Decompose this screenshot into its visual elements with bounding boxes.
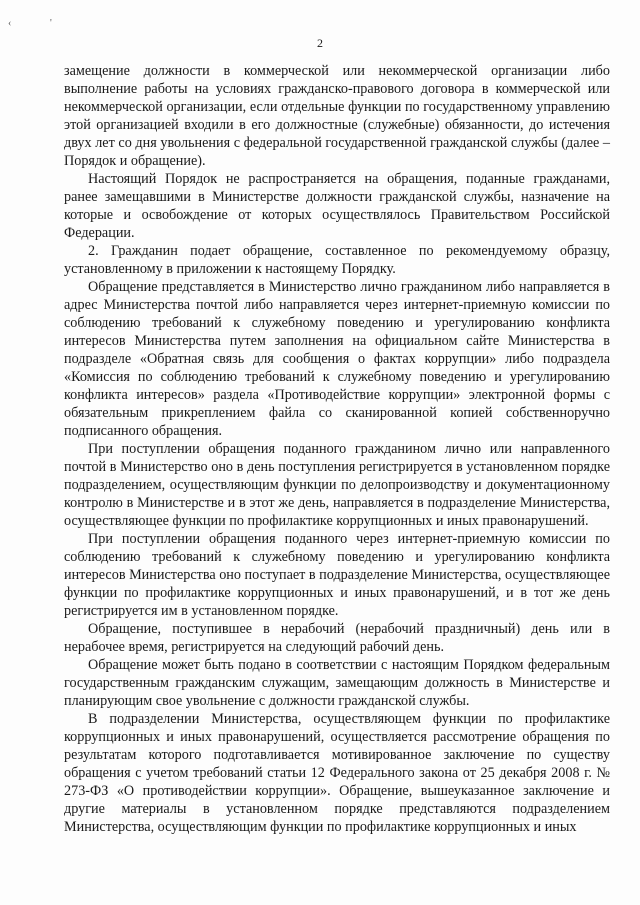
paragraph: Обращение может быть подано в соответствии с настоящим Порядком федеральным государственным гражданским служащим, замещающим должность в Министерстве и планирующим свое увольнение с должности гражданской службы. bbox=[64, 657, 610, 709]
paragraph: Обращение, поступившее в нерабочий (нерабочий праздничный) день или в нерабочее время, регистрируется на следующий рабочий день. bbox=[64, 621, 610, 655]
scan-mark: ‹ bbox=[8, 18, 12, 29]
paragraph: В подразделении Министерства, осуществляющем функции по профилактике коррупционных и иных правонарушений, осуществляется рассмотрение обращения по результатам которого подготавливается мотивированное заключение по существу обращения с учетом требований статьи 12 Федерального закона от 25 декабря 2008 г. № 273-ФЗ «О противодействии коррупции». Обращение, вышеуказанное заключение и другие материалы в установленном порядке представляются подразделением Министерства, осуществляющим функции по профилактике коррупционных и иных bbox=[64, 711, 610, 835]
paragraph: При поступлении обращения поданного через интернет-приемную комиссии по соблюдению требований к служебному поведению и урегулированию конфликта интересов Министерства оно поступает в подразделение Министерства, осуществляющее функции по профилактике коррупционных и иных правонарушений, и в тот же день регистрируется им в установленном порядке. bbox=[64, 531, 610, 619]
scan-mark: ' bbox=[50, 18, 52, 29]
paragraph: Настоящий Порядок не распространяется на обращения, поданные гражданами, ранее замещавшими в Министерстве должности гражданской службы, назначение на которые и освобождение от которых осуществлялось Правительством Российской Федерации. bbox=[64, 171, 610, 241]
paragraph: замещение должности в коммерческой или некоммерческой организации либо выполнение работы на условиях гражданско-правового договора в коммерческой или некоммерческой организации, если отдельные функции по государственному управлению этой организацией входили в его должностные (служебные) обязанности, до истечения двух лет со дня увольнения с федеральной государственной гражданской службы (далее – Порядок и обращение). bbox=[64, 63, 610, 169]
paragraph: Обращение представляется в Министерство лично гражданином либо направляется в адрес Министерства почтой либо направляется через интернет-приемную комиссии по соблюдению требований к служебному поведению и урегулированию конфликта интересов Министерства путем заполнения на официальном сайте Министерства в подразделе «Обратная связь для сообщения о фактах коррупции» либо подраздела «Комиссия по соблюдению требований к служебному поведению и урегулированию конфликта интересов» раздела «Противодействие коррупции» электронной формы с обязательным прикреплением файла со сканированной копией собственноручно подписанного обращения. bbox=[64, 279, 610, 439]
paragraph: При поступлении обращения поданного гражданином лично или направленного почтой в Министерство оно в день поступления регистрируется в установленном порядке подразделением, осуществляющим функции по делопроизводству и документационному контролю в Министерстве и в этот же день, направляется в подразделение Министерства, осуществляющее функции по профилактике коррупционных и иных правонарушений. bbox=[64, 441, 610, 529]
paragraph: 2. Гражданин подает обращение, составленное по рекомендуемому образцу, установленному в приложении к настоящему Порядку. bbox=[64, 243, 610, 277]
page-number: 2 bbox=[317, 36, 323, 50]
document-body bbox=[64, 62, 610, 836]
